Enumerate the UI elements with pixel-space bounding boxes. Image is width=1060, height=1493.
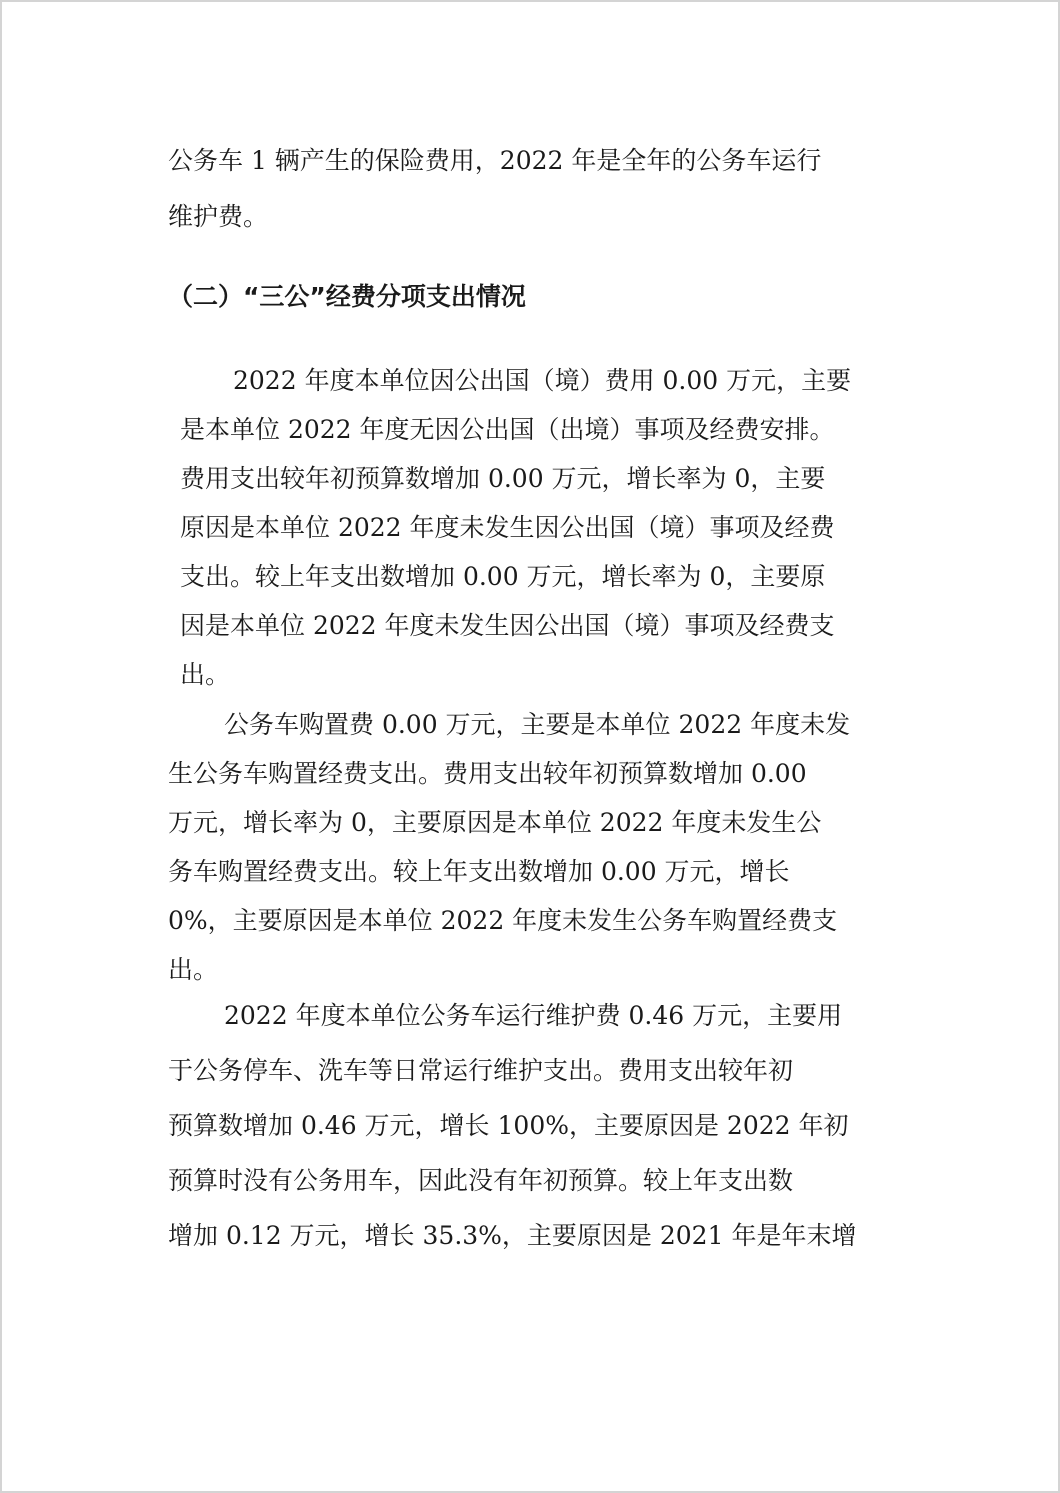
p2-line-6: 出。 (168, 955, 219, 984)
p2-line-5: 0%，主要原因是本单位 2022 年度未发生公务车购置经费支 (168, 906, 838, 935)
p1-line-3: 费用支出较年初预算数增加 0.00 万元，增长率为 0，主要 (180, 464, 826, 493)
p2-line-4: 务车购置经费支出。较上年支出数增加 0.00 万元，增长 (168, 857, 790, 886)
p3-line-2: 于公务停车、洗车等日常运行维护支出。费用支出较年初 (168, 1056, 794, 1085)
p1-line-5: 支出。较上年支出数增加 0.00 万元，增长率为 0，主要原 (180, 562, 826, 591)
p1-line-6: 因是本单位 2022 年度未发生因公出国（境）事项及经费支 (180, 611, 835, 640)
p1-line-2: 是本单位 2022 年度无因公出国（出境）事项及经费安排。 (180, 415, 835, 444)
intro-line-2: 维护费。 (168, 202, 269, 231)
p2-line-1: 公务车购置费 0.00 万元，主要是本单位 2022 年度未发 (224, 710, 851, 739)
p1-line-7: 出。 (180, 660, 231, 689)
p3-line-1: 2022 年度本单位公务车运行维护费 0.46 万元，主要用 (224, 1001, 843, 1030)
p2-line-2: 生公务车购置经费支出。费用支出较年初预算数增加 0.00 (168, 759, 807, 788)
p3-line-4: 预算时没有公务用车，因此没有年初预算。较上年支出数 (168, 1166, 794, 1195)
section-heading: （二）“三公”经费分项支出情况 (168, 282, 526, 311)
p1-line-1: 2022 年度本单位因公出国（境）费用 0.00 万元，主要 (233, 366, 852, 395)
intro-line-1: 公务车 1 辆产生的保险费用，2022 年是全年的公务车运行 (168, 146, 822, 175)
p1-line-4: 原因是本单位 2022 年度未发生因公出国（境）事项及经费 (180, 513, 835, 542)
p3-line-5: 增加 0.12 万元，增长 35.3%，主要原因是 2021 年是年末增 (168, 1221, 857, 1250)
p3-line-3: 预算数增加 0.46 万元，增长 100%，主要原因是 2022 年初 (168, 1111, 849, 1140)
p2-line-3: 万元，增长率为 0，主要原因是本单位 2022 年度未发生公 (168, 808, 822, 837)
